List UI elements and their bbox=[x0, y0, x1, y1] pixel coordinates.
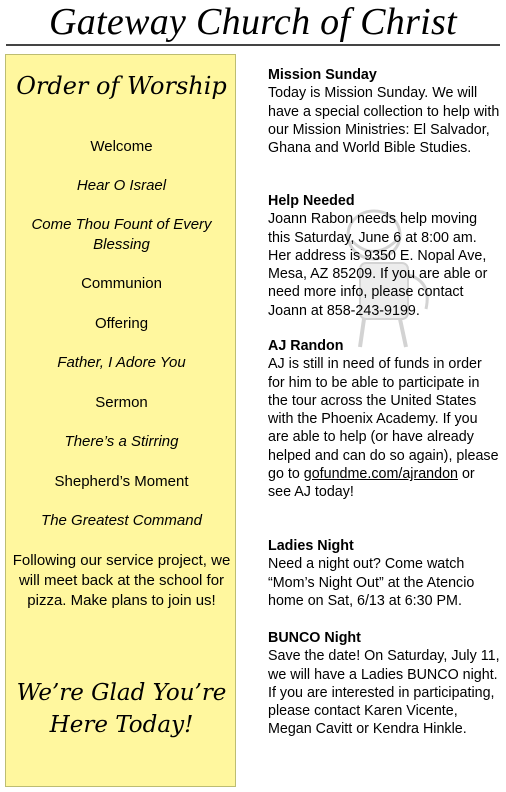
worship-item-communion: Communion bbox=[81, 275, 162, 292]
announcement-title: BUNCO Night bbox=[268, 630, 361, 646]
announcement-bunco-night bbox=[268, 629, 500, 739]
welcome-closing-line-2: Here Today! bbox=[49, 712, 194, 738]
announcement-body: Save the date! On Saturday, July 11, we will have a Ladies BUNCO night. If you are interested in participating, please contact Karen Vicente, Megan Cavitt or Kendra Hinkle. bbox=[268, 648, 500, 738]
worship-item-welcome: Welcome bbox=[90, 138, 153, 155]
title-divider bbox=[6, 44, 500, 46]
service-project-note: Following our service project, we will meet back at the school for pizza. Make plans to join us! bbox=[12, 552, 231, 609]
worship-item-come-thou-fount: Come Thou Fount of Every Blessing bbox=[31, 216, 212, 253]
gofundme-link[interactable]: gofundme.com/ajrandon bbox=[303, 466, 458, 483]
worship-item-greatest-command: The Greatest Command bbox=[41, 512, 202, 529]
announcement-body-text: or see AJ today! bbox=[268, 466, 475, 501]
worship-item-hear-o-israel: Hear O Israel bbox=[76, 177, 167, 194]
announcement-ladies-night bbox=[268, 537, 500, 610]
announcement-title: Help Needed bbox=[268, 193, 355, 209]
worship-item-shepherds-moment: Shepherd’s Moment bbox=[54, 473, 189, 490]
worship-item-sermon: Sermon bbox=[95, 394, 148, 411]
announcement-title: Mission Sunday bbox=[268, 67, 377, 83]
announcement-body-text: AJ is still in need of funds in order for him to be able to participate in the tour across the United States with the Phoenix Academy. If you are able to help (or have already helped and can do so again), please go to bbox=[268, 356, 499, 483]
welcome-closing bbox=[6, 677, 237, 741]
worship-item-father-i-adore-you: Father, I Adore You bbox=[57, 354, 186, 371]
order-of-worship-heading: Order of Worship bbox=[16, 72, 227, 100]
announcement-mission-sunday bbox=[268, 66, 500, 157]
announcement-body: Need a night out? Come watch “Mom’s Night Out” at the Atencio home on Sat, 6/13 at 6:30 PM. bbox=[268, 556, 475, 609]
announcement-title: Ladies Night bbox=[268, 538, 354, 554]
announcement-title: AJ Randon bbox=[268, 338, 344, 354]
announcement-aj-randon bbox=[268, 337, 500, 502]
order-of-worship-panel bbox=[5, 54, 236, 787]
worship-item-theres-a-stirring: There’s a Stirring bbox=[64, 433, 179, 450]
announcement-body bbox=[268, 355, 500, 501]
church-title: Gateway Church of Christ bbox=[49, 1, 457, 43]
welcome-closing-line-1: We’re Glad You’re bbox=[16, 680, 227, 706]
worship-item-offering: Offering bbox=[94, 315, 149, 332]
announcement-body: Joann Rabon needs help moving this Saturday, June 6 at 8:00 am. Her address is 9350 E. Nopal Ave, Mesa, AZ 85209. If you are able or need more info, please contact Joann at 858-243-9199. bbox=[268, 211, 488, 319]
announcement-body: Today is Mission Sunday. We will have a special collection to help with our Mission Ministries: El Salvador, Ghana and World Bible Studies. bbox=[268, 85, 500, 157]
announcement-help-needed bbox=[268, 192, 500, 320]
